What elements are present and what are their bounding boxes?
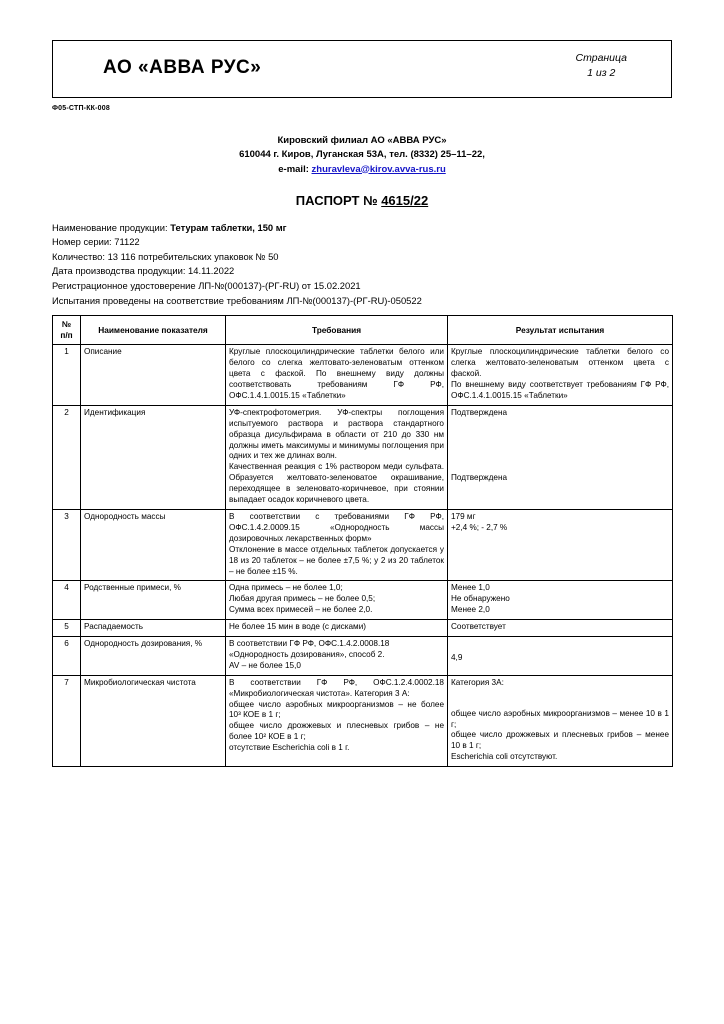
page-title <box>52 193 672 208</box>
passport-number: 4615/22 <box>381 192 429 208</box>
meta-label: Наименование продукции: <box>52 221 171 233</box>
meta-row-quantity <box>52 250 672 265</box>
meta-value: Тетурам таблетки, 150 мг <box>170 221 287 233</box>
requirement-text: AV – не более 15,0 <box>229 660 301 670</box>
cell-result <box>448 675 673 766</box>
cell-indicator: Микробиологическая чистота <box>81 675 226 766</box>
document-sheet <box>52 40 672 767</box>
result-text: 4,9 <box>451 653 463 663</box>
table-row <box>53 620 673 637</box>
cell-result <box>448 405 673 509</box>
table-row <box>53 405 673 509</box>
result-text: Подтверждена <box>451 407 508 417</box>
cell-requirements <box>226 345 448 406</box>
table-row <box>53 675 673 766</box>
cell-indicator: Однородность массы <box>81 509 226 580</box>
branch-info <box>52 134 672 177</box>
column-header-number-line2: п/п <box>60 330 73 341</box>
cell-number: 5 <box>53 620 81 637</box>
meta-value: 71122 <box>114 236 140 248</box>
meta-value: ЛП-№(000137)-(РГ-RU)-050522 <box>286 294 422 306</box>
result-text: +2,4 %; - 2,7 % <box>451 522 508 532</box>
test-results-table <box>52 315 673 767</box>
requirement-text: В соответствии ГФ РФ, ОФС.1.4.2.0008.18 «Однородность дозирования», способ 2. <box>229 639 390 659</box>
cell-indicator: Идентификация <box>81 405 226 509</box>
cell-result <box>448 509 673 580</box>
cell-number: 4 <box>53 581 81 620</box>
table-row <box>53 345 673 406</box>
cell-result <box>448 620 673 637</box>
meta-label: Испытания проведены на соответствие требованиям <box>52 294 287 306</box>
result-text: общее число аэробных микроорганизмов – менее 10 в 1 г; <box>451 708 669 729</box>
requirement-text: УФ-спектрофотометрия. УФ-спектры поглощения испытуемого раствора и раствора стандартного образца дисульфирама в области от 210 до 330 нм должны иметь максимумы и минимумы поглощения при одних и тех же длинах волн. <box>229 407 444 461</box>
cell-indicator: Родственные примеси, % <box>81 581 226 620</box>
column-header-requirements: Требования <box>226 316 448 345</box>
requirement-text: Любая другая примесь – не более 0,5; <box>229 594 376 604</box>
result-text: Не обнаружено <box>451 594 510 604</box>
column-header-number-line1: № <box>61 319 72 330</box>
column-header-result: Результат испытания <box>448 316 673 345</box>
requirement-text: Одна примесь – не более 1,0; <box>229 583 343 593</box>
cell-number: 7 <box>53 675 81 766</box>
page-counter <box>576 51 627 81</box>
meta-label: Количество: <box>52 250 108 262</box>
requirement-text: общее число аэробных микроорганизмов – не более 10³ КОЕ в 1 г; <box>229 699 444 720</box>
branch-email-line <box>52 163 672 177</box>
branch-name: Кировский филиал АО «АВВА РУС» <box>277 135 447 146</box>
cell-requirements <box>226 405 448 509</box>
requirement-text: общее число дрожжевых и плесневых грибов – не более 10² КОЕ в 1 г; <box>229 721 444 742</box>
requirement-text: отсутствие Escherichia coli в 1 г. <box>229 743 350 753</box>
meta-value: 13 116 потребительских упаковок № 50 <box>107 250 279 262</box>
cell-indicator: Однородность дозирования, % <box>81 637 226 676</box>
table-row <box>53 581 673 620</box>
meta-value: ЛП-№(000137)-(РГ-RU) от 15.02.2021 <box>198 280 361 292</box>
cell-requirements <box>226 637 448 676</box>
company-name: АО «АВВА РУС» <box>103 57 262 78</box>
requirement-text: Не более 15 мин в воде (с дисками) <box>229 622 366 632</box>
cell-requirements <box>226 509 448 580</box>
cell-requirements <box>226 675 448 766</box>
column-header-indicator: Наименование показателя <box>81 316 226 345</box>
result-text: Соответствует <box>451 622 506 632</box>
page-counter-value: 1 из 2 <box>587 67 616 80</box>
table-header-row <box>53 316 673 345</box>
cell-indicator: Описание <box>81 345 226 406</box>
meta-row-product-name <box>52 221 672 236</box>
meta-row-production-date <box>52 264 672 279</box>
cell-requirements <box>226 620 448 637</box>
result-text: Менее 2,0 <box>451 605 490 615</box>
result-text: общее число дрожжевых и плесневых грибов – менее 10 в 1 г; <box>451 730 669 751</box>
meta-row-registration <box>52 279 672 294</box>
passport-title-label: ПАСПОРТ № <box>295 192 378 208</box>
requirement-text: В соответствии с требованиями ГФ РФ, ОФС.1.4.2.0009.15 «Однородность массы дозировочных лекарственных форм» <box>229 511 444 543</box>
result-text: Категория 3А: <box>451 677 504 687</box>
requirement-text: Отклонение в массе отдельных таблеток допускается у 18 из 20 таблеток – не более ±7,5 %; у 2 из 20 таблеток – не более ±15 %. <box>229 544 444 576</box>
requirement-text: Качественная реакция с 1% раствором меди сульфата. Образуется желтовато-зеленоватое окрашивание, переходящее в зеленовато-коричневое, при стоянии выпадает осадок коричневого цвета. <box>229 462 444 505</box>
cell-number: 1 <box>53 345 81 406</box>
cell-number: 6 <box>53 637 81 676</box>
requirement-text: Сумма всех примесей – не более 2,0. <box>229 605 373 615</box>
requirement-text: Круглые плоскоцилиндрические таблетки белого или белого со слегка желтовато-зеленоватым оттенком цвета с фаской. По внешнему виду должны соответствовать требованиям ГФ РФ, ОФС.1.4.1.0015.15 «Таблетки» <box>229 347 444 400</box>
result-text: Менее 1,0 <box>451 583 490 593</box>
product-meta-block <box>52 221 672 308</box>
result-text: По внешнему виду соответствует требованиям ГФ РФ, ОФС.1.4.1.0015.15 «Таблетки» <box>451 380 669 400</box>
cell-number: 2 <box>53 405 81 509</box>
cell-indicator: Распадаемость <box>81 620 226 637</box>
cell-number: 3 <box>53 509 81 580</box>
document-header-box <box>52 40 672 98</box>
cell-requirements <box>226 581 448 620</box>
cell-result <box>448 637 673 676</box>
meta-value: 14.11.2022 <box>188 265 235 277</box>
email-link[interactable]: zhuravleva@kirov.avva-rus.ru <box>311 163 446 175</box>
cell-result <box>448 345 673 406</box>
meta-label: Номер серии: <box>52 236 115 248</box>
requirement-text: В соответствии ГФ РФ, ОФС.1.2.4.0002.18 «Микробиологическая чистота». Категория 3 А: <box>229 677 444 698</box>
meta-label: Регистрационное удостоверение <box>52 280 199 292</box>
result-text: Escherichia coli отсутствуют. <box>451 752 558 762</box>
page-counter-label: Страница <box>575 52 627 64</box>
result-text: Круглые плоскоцилиндрические таблетки белого со слегка желтовато-зеленоватым оттенком цвета с фаской. <box>451 347 669 379</box>
meta-label: Дата производства продукции: <box>52 265 189 277</box>
column-header-number <box>53 316 81 345</box>
table-row <box>53 509 673 580</box>
email-label: e-mail: <box>278 163 312 175</box>
result-text: Подтверждена <box>451 472 508 482</box>
cell-result <box>448 581 673 620</box>
meta-row-tests-basis <box>52 294 672 309</box>
table-row <box>53 637 673 676</box>
document-form-code: Ф05-СТП-КК-008 <box>52 105 110 112</box>
branch-address: 610044 г. Киров, Луганская 53А, тел. (8332) 25–11–22, <box>239 149 485 161</box>
result-text: 179 мг <box>451 511 476 521</box>
meta-row-batch-number <box>52 235 672 250</box>
